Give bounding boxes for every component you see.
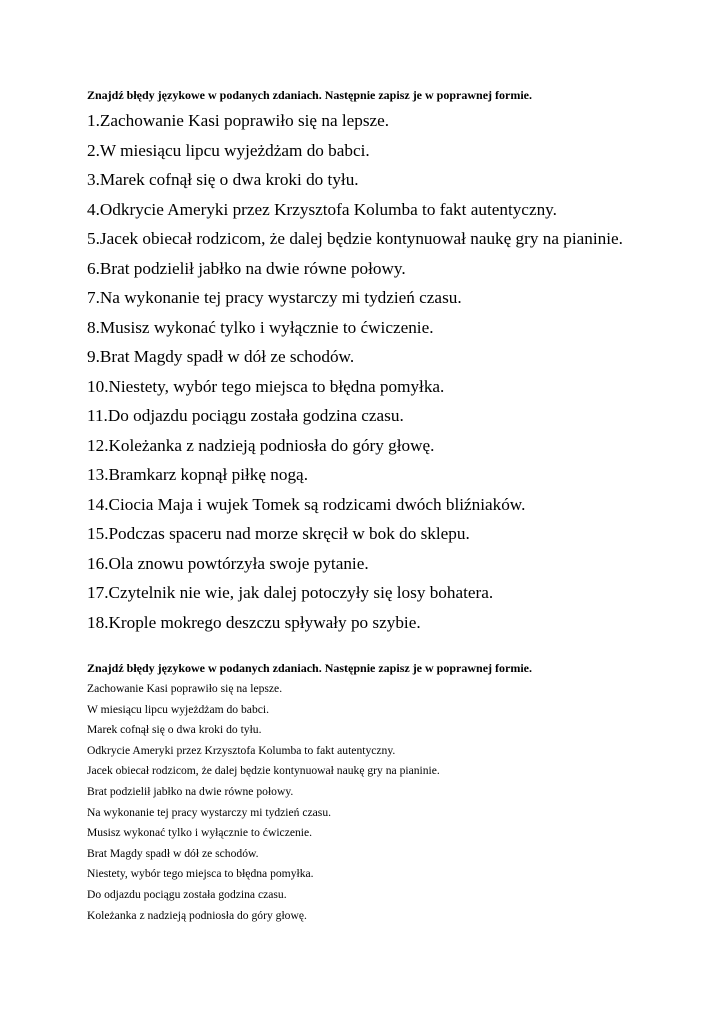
- sentence-item: 13.Bramkarz kopnął piłkę nogą.: [87, 465, 308, 484]
- sentence-item: 17.Czytelnik nie wie, jak dalej potoczyły się losy bohatera.: [87, 583, 494, 602]
- sentence-item: 2.W miesiącu lipcu wyjeżdżam do babci.: [87, 140, 370, 160]
- sentence-item: W miesiącu lipcu wyjeżdżam do babci.: [87, 702, 270, 716]
- sentence-item: 1.Zachowanie Kasi poprawiło się na lepsze.: [87, 111, 390, 130]
- sentence-item: 6.Brat podzielił jabłko na dwie równe połowy.: [87, 258, 406, 278]
- sentence-item: 7.Na wykonanie tej pracy wystarczy mi tydzień czasu.: [87, 288, 462, 307]
- sentence-item: 11.Do odjazdu pociągu została godzina czasu.: [87, 406, 404, 425]
- sentence-item: Brat Magdy spadł w dół ze schodów.: [87, 846, 259, 860]
- sentence-item: 9.Brat Magdy spadł w dół ze schodów.: [87, 347, 355, 366]
- sentence-item: Do odjazdu pociągu została godzina czasu.: [87, 887, 287, 901]
- numbered-sentence-list: [87, 106, 707, 637]
- sentence-item: Jacek obiecał rodzicom, że dalej będzie kontynuował naukę gry na pianinie.: [87, 764, 440, 778]
- sentence-item: Zachowanie Kasi poprawiło się na lepsze.: [87, 682, 283, 695]
- sentence-item: 18.Krople mokrego deszczu spływały po szybie.: [87, 612, 421, 632]
- sentence-item: 15.Podczas spaceru nad morze skręcił w bok do sklepu.: [87, 524, 470, 543]
- sentence-item: 16.Ola znowu powtórzyła swoje pytanie.: [87, 553, 369, 573]
- sentence-item: 4.Odkrycie Ameryki przez Krzysztofa Kolumba to fakt autentyczny.: [87, 199, 557, 219]
- sentence-item: Koleżanka z nadzieją podniosła do góry głowę.: [87, 908, 307, 922]
- exercise-copy-title: Znajdź błędy językowe w podanych zdaniach. Następnie zapisz je w poprawnej formie.: [87, 661, 532, 675]
- sentence-item: Niestety, wybór tego miejsca to błędna pomyłka.: [87, 867, 314, 881]
- sentence-item: 12.Koleżanka z nadzieją podniosła do góry głowę.: [87, 435, 435, 455]
- sentence-item: 14.Ciocia Maja i wujek Tomek są rodzicami dwóch bliźniaków.: [87, 494, 526, 514]
- sentence-item: Brat podzielił jabłko na dwie równe połowy.: [87, 784, 294, 798]
- sentence-item: Musisz wykonać tylko i wyłącznie to ćwiczenie.: [87, 826, 313, 840]
- sentence-item: 3.Marek cofnął się o dwa kroki do tyłu.: [87, 170, 359, 189]
- exercise-title: Znajdź błędy językowe w podanych zdaniach. Następnie zapisz je w poprawnej formie.: [87, 88, 532, 102]
- sentence-list: [87, 679, 707, 926]
- sentence-item: Odkrycie Ameryki przez Krzysztofa Kolumba to fakt autentyczny.: [87, 743, 396, 757]
- sentence-item: Na wykonanie tej pracy wystarczy mi tydzień czasu.: [87, 805, 332, 819]
- sentence-item: 10.Niestety, wybór tego miejsca to błędna pomyłka.: [87, 376, 445, 396]
- sentence-item: 5.Jacek obiecał rodzicom, że dalej będzie kontynuował naukę gry na pianinie.: [87, 229, 623, 248]
- sentence-item: 8.Musisz wykonać tylko i wyłącznie to ćwiczenie.: [87, 317, 434, 337]
- exercise-copy-section: [87, 660, 707, 926]
- exercise-section: [87, 87, 707, 637]
- sentence-item: Marek cofnął się o dwa kroki do tyłu.: [87, 723, 262, 737]
